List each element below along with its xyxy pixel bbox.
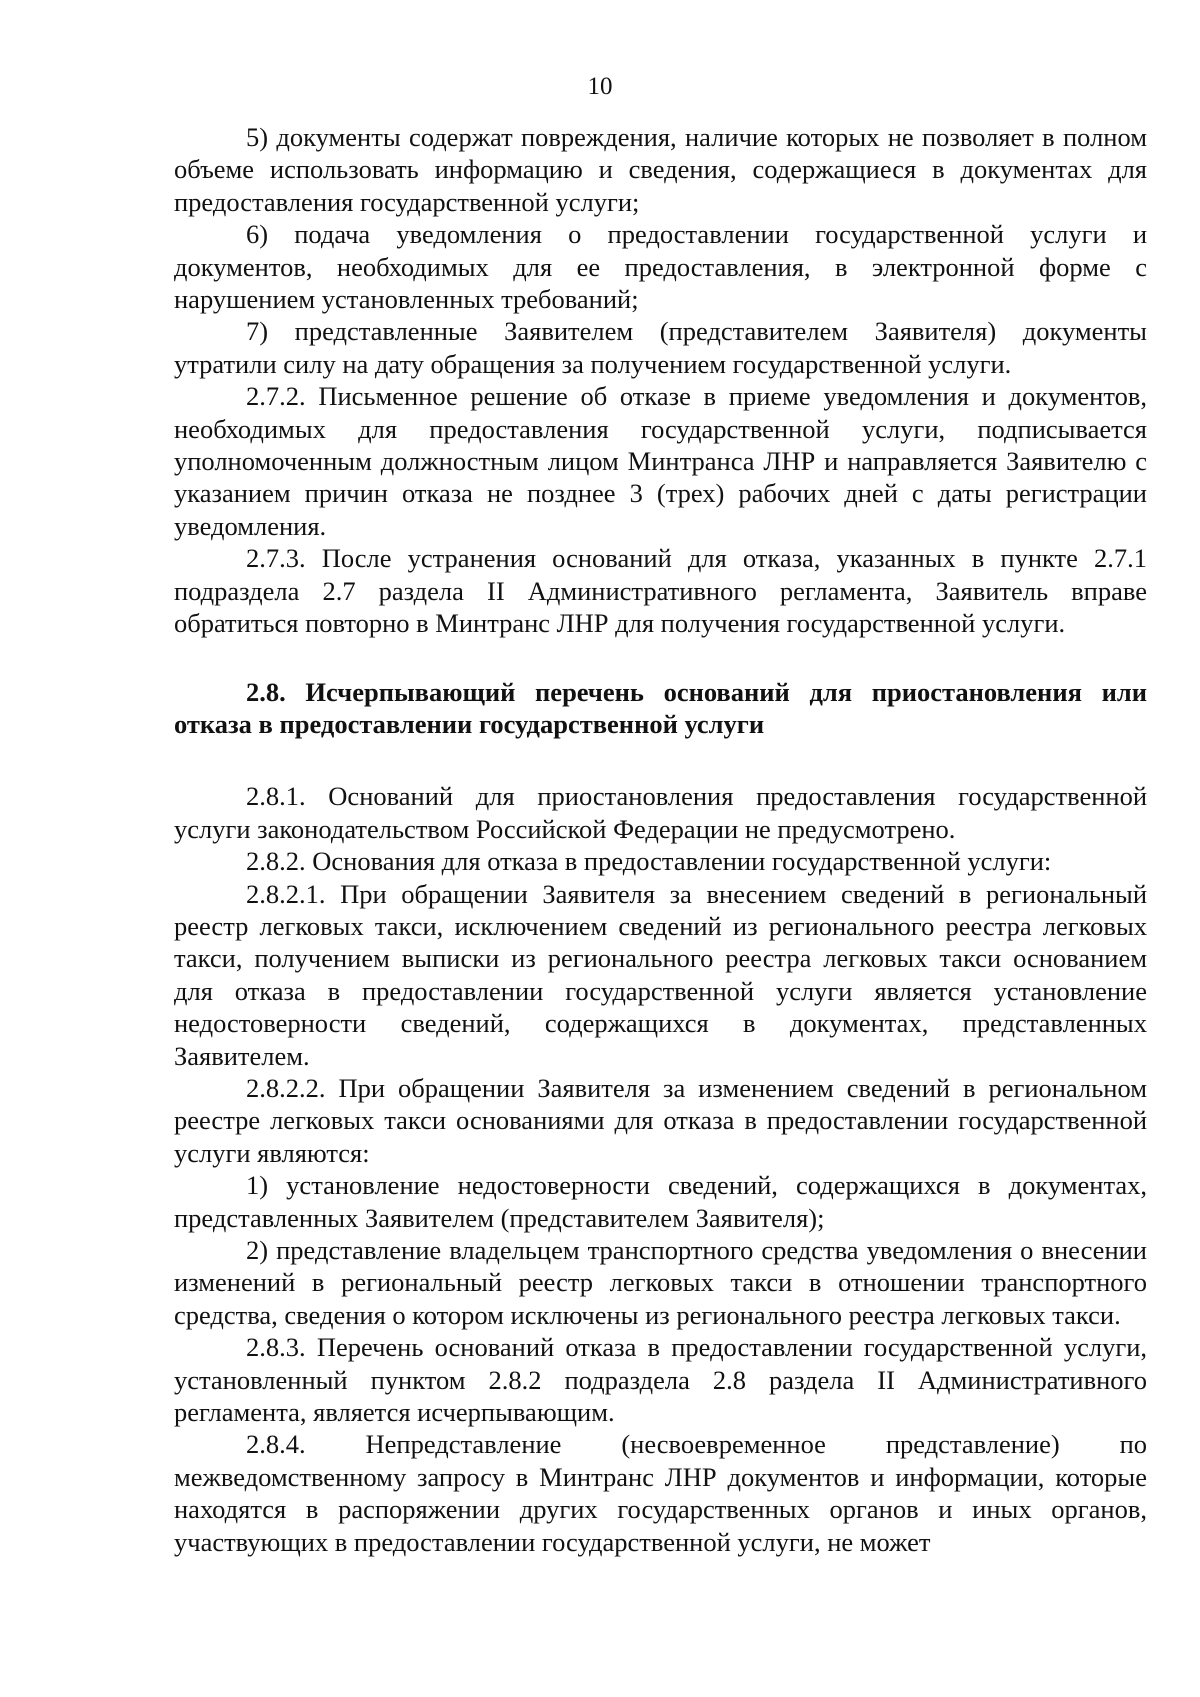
page-number: 10 (587, 73, 613, 100)
paragraph-2-7-3: 2.7.3. После устранения оснований для отказа, указанных в пункте 2.7.1 подраздела 2.7 раздела II Административного регламента, Заявитель вправе обратиться повторно в Минтранс ЛНР для получения государственной услуги. (174, 543, 1147, 639)
paragraph-list-item-1: 1) установление недостоверности сведений, содержащихся в документах, представленных Заявителем (представителем Заявителя); (174, 1170, 1147, 1233)
paragraph-2-8-3: 2.8.3. Перечень оснований отказа в предоставлении государственной услуги, установленный пунктом 2.8.2 подраздела 2.8 раздела II Административного регламента, является исчерпывающим. (174, 1332, 1147, 1428)
paragraph-item-6: 6) подача уведомления о предоставлении государственной услуги и документов, необходимых для ее предоставления, в электронной форме с нарушением установленных требований; (174, 219, 1147, 315)
paragraph-2-8-4: 2.8.4. Непредставление (несвоевременное представление) по межведомственному запросу в Минтранс ЛНР документов и информации, которые находятся в распоряжении других государственных органов и иных органов, участвующих в предоставлении государственной услуги, не может (174, 1429, 1147, 1557)
paragraph-item-7: 7) представленные Заявителем (представителем Заявителя) документы утратили силу на дату обращения за получением государственной услуги. (174, 316, 1147, 379)
paragraph-2-7-2: 2.7.2. Письменное решение об отказе в приеме уведомления и документов, необходимых для предоставления государственной услуги, подписывается уполномоченным должностным лицом Минтранса ЛНР и направляется Заявителю с указанием причин отказа не позднее 3 (трех) рабочих дней с даты регистрации уведомления. (174, 381, 1147, 541)
paragraph-2-8-2-2: 2.8.2.2. При обращении Заявителя за изменением сведений в региональном реестре легковых такси основаниями для отказа в предоставлении государственной услуги являются: (174, 1072, 1147, 1168)
document-body (174, 121, 1147, 1558)
paragraph-2-8-2-1: 2.8.2.1. При обращении Заявителя за внесением сведений в региональный реестр легковых такси, исключением сведений из регионального реестра легковых такси, получением выписки из регионального реестра легковых такси основанием для отказа в предоставлении государственной услуги является установление недостоверности сведений, содержащихся в документах, представленных Заявителем. (174, 878, 1147, 1071)
paragraph-2-8-1: 2.8.1. Оснований для приостановления предоставления государственной услуги законодательством Российской Федерации не предусмотрено. (174, 781, 1147, 844)
paragraph-2-8-2: 2.8.2. Основания для отказа в предоставлении государственной услуги: (246, 846, 1052, 877)
section-heading-2-8: 2.8. Исчерпывающий перечень оснований для приостановления или отказа в предоставлении государственной услуги (174, 676, 1147, 739)
paragraph-item-5: 5) документы содержат повреждения, наличие которых не позволяет в полном объеме использовать информацию и сведения, содержащиеся в документах для предоставления государственной услуги; (174, 122, 1147, 217)
paragraph-list-item-2: 2) представление владельцем транспортного средства уведомления о внесении изменений в региональный реестр легковых такси в отношении транспортного средства, сведения о котором исключены из регионального реестра легковых такси. (174, 1235, 1147, 1330)
